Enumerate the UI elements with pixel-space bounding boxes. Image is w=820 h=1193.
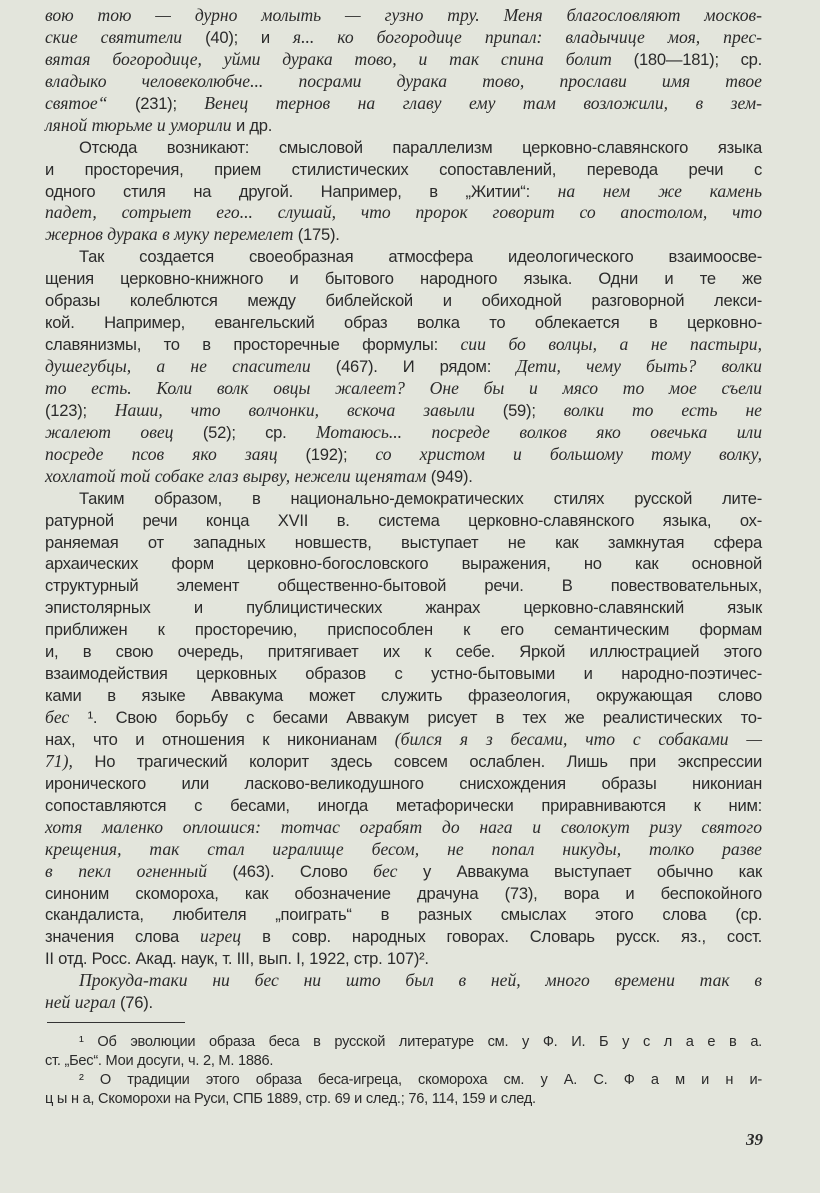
text-run: и др. <box>231 115 273 135</box>
text-line <box>45 400 762 422</box>
text-line <box>45 575 762 597</box>
text-run: структурный элемент общественно-бытовой речи. В повествовательных, <box>45 576 762 596</box>
text-run: значения слова <box>45 927 201 947</box>
text-run: славянизмы, то в просторечные формулы: <box>45 335 461 355</box>
text-run: (180—181); ср. <box>611 49 762 69</box>
italic-quote: вятая богородице, уйми дурака тово, и так спина болит <box>45 48 612 69</box>
text-line <box>45 312 762 334</box>
text-line <box>45 71 762 93</box>
text-run: (175). <box>293 225 340 245</box>
italic-quote: 71), <box>45 750 73 771</box>
text-run: и, в свою очередь, притягивает их к себе. Яркой иллюстрацией этого <box>45 642 762 662</box>
italic-quote: Мотаюсь... посреде волков яко овечька или <box>315 421 762 442</box>
text-run: II отд. Росс. Акад. наук, т. III, вып. I, 1922, стр. 107)². <box>45 949 429 969</box>
italic-quote: душегубцы, а не спасители <box>45 356 311 376</box>
text-line <box>45 488 762 510</box>
text-run: скандалиста, любителя „поиграть“ в разных смыслах этого слова (ср. <box>45 905 762 925</box>
text-line <box>45 356 762 378</box>
text-run: (40); и <box>182 27 293 47</box>
text-run: (192); <box>277 444 376 464</box>
text-run: ц ы н а, Скоморохи на Руси, СПБ 1889, стр. 69 и след.; 76, 114, 159 и след. <box>45 1091 536 1107</box>
text-line <box>45 1052 762 1071</box>
footnote <box>45 1071 762 1109</box>
footnote <box>45 1033 762 1071</box>
text-line <box>45 619 762 641</box>
text-run: щения церковно-книжного и бытового народного языка. Одни и те же <box>45 269 762 289</box>
text-line <box>45 181 762 203</box>
text-run: сопоставляются с бесами, иногда метафорически приравниваются к ним: <box>45 795 762 815</box>
text-line <box>45 861 762 883</box>
paragraph <box>45 970 762 1014</box>
text-run: кой. Например, евангельский образ волка то облекается в церковно- <box>45 313 762 333</box>
text-line <box>45 948 762 970</box>
paragraph <box>45 488 762 971</box>
italic-quote: я... ко богородице припал: владычице моя, прес- <box>292 26 762 47</box>
text-line <box>45 246 762 268</box>
italic-quote: на нем же камень <box>557 180 762 201</box>
text-line <box>45 707 762 729</box>
text-line <box>45 883 762 905</box>
italic-quote: жернов дурака в муку перемелет <box>45 224 294 245</box>
text-line <box>45 115 762 137</box>
italic-quote: посреде псов яко заяц <box>45 443 278 464</box>
text-run: синоним скомороха, как обозначение драчуна (73), вора и беспокойного <box>45 883 762 903</box>
text-run: образы колеблются между библейской и обиходной разговорной лекси- <box>45 291 762 311</box>
italic-quote: волки то есть не <box>563 399 762 420</box>
text-line <box>45 685 762 707</box>
text-line <box>45 27 762 49</box>
text-line <box>45 597 762 619</box>
text-line <box>45 137 762 159</box>
text-run: (231); <box>107 93 205 113</box>
italic-quote: падет, сотрыет его... слушай, что пророк говорит со апостолом, что <box>45 202 762 223</box>
text-line <box>45 334 762 356</box>
text-run: (76). <box>115 993 153 1013</box>
text-run: ¹ Об эволюции образа беса в русской литературе см. у Ф. И. Б у с л а е в а. <box>79 1034 762 1050</box>
text-line <box>45 751 762 773</box>
text-line <box>45 773 762 795</box>
text-line <box>45 510 762 532</box>
text-line <box>45 159 762 181</box>
text-line <box>45 641 762 663</box>
text-line <box>45 839 762 861</box>
text-run: (467). И рядом: <box>310 357 517 376</box>
text-run: ² О традиции этого образа беса-игреца, скомороха см. у А. С. Ф а м и н и- <box>79 1072 762 1088</box>
page-number: 39 <box>746 1130 763 1149</box>
italic-quote: то есть. Коли волк овцы жалеет? Оне бы и мясо то мое съели <box>45 377 762 398</box>
text-run: ками в языке Аввакума может служить фразеология, окружающая слово <box>45 686 762 706</box>
italic-quote: ней играл <box>45 992 116 1013</box>
text-run: эпистолярных и публицистических жанрах церковно-славянский язык <box>45 598 762 618</box>
text-run: (59); <box>474 400 564 420</box>
italic-quote: хотя маленко оплошися: тотчас ограбят до нага и сволокут ризу святого <box>45 816 762 837</box>
text-run: ¹. Свою борьбу с бесами Аввакум рисует в тех же реалистических то- <box>69 708 762 727</box>
text-run: раняемая от западных новшеств, выступает не как замкнутая сфера <box>45 532 762 552</box>
italic-quote: хохлатой той собаке глаз вырву, нежели щенятам <box>45 465 427 486</box>
text-line <box>45 729 762 751</box>
italic-quote: в пекл огненный <box>45 860 208 881</box>
paragraph <box>45 137 762 247</box>
text-run: (949). <box>426 466 473 486</box>
text-run: (123); <box>45 400 115 420</box>
italic-quote: игрец <box>200 926 242 947</box>
text-run: архаических форм церковно-богословского выражения, но как основной <box>45 554 762 574</box>
text-line <box>45 93 762 115</box>
paragraph <box>45 5 762 137</box>
text-line <box>45 444 762 466</box>
text-line <box>45 224 762 246</box>
italic-quote: Наши, что волчонки, вскоча завыли <box>114 399 475 420</box>
italic-quote: крещения, так стал игралище бесом, не попал никуды, толко разве <box>45 838 762 859</box>
text-run: приближен к просторечию, приспособлен к его семантическим формам <box>45 620 762 640</box>
italic-quote: бес <box>373 860 398 881</box>
text-run: ст. „Бес“. Мои досуги, ч. 2, М. 1886. <box>45 1053 274 1069</box>
text-run: (52); ср. <box>173 422 316 442</box>
italic-quote: со христом и большому тому волку, <box>375 443 762 464</box>
text-run: Но трагический колорит здесь совсем ослаблен. Лишь при экспрессии <box>72 751 762 771</box>
text-run: и просторечия, прием стилистических сопоставлений, перевода речи с <box>45 159 762 179</box>
text-run: Таким образом, в национально-демократических стилях русской лите- <box>79 488 762 508</box>
italic-quote: бес <box>45 707 70 727</box>
italic-quote: Венец тернов на главу ему там возложили, в зем- <box>204 92 762 113</box>
text-line <box>45 5 762 27</box>
italic-quote: святое“ <box>45 92 108 113</box>
italic-quote: (бился я з бесами, что с собаками — <box>394 728 762 749</box>
italic-quote: жалеют овец <box>45 421 174 442</box>
italic-quote: Прокуда-таки ни бес ни што был в ней, много времени так в <box>79 970 762 991</box>
text-run: ратурной речи конца XVII в. система церковно-славянского языка, ох- <box>45 510 762 530</box>
text-line <box>45 268 762 290</box>
paragraph <box>45 246 762 487</box>
text-line <box>45 1090 762 1109</box>
text-line <box>45 49 762 71</box>
text-line <box>45 378 762 400</box>
text-run: у Аввакума выступает обычно как <box>397 861 762 881</box>
text-run: одного стиля на другой. Например, в „Житии“: <box>45 181 558 201</box>
text-line <box>45 817 762 839</box>
italic-quote: вою тою — дурно молыть — гузно тру. Меня благословляют москов- <box>45 5 762 25</box>
text-run: иронического или ласково-великодушного снисхождения образы никониан <box>45 773 762 793</box>
footnotes <box>45 1033 762 1109</box>
text-line <box>45 663 762 685</box>
text-run: Так создается своеобразная атмосфера идеологического взаимоосве- <box>79 247 762 267</box>
text-run: взаимодействия церковных образов с устно-бытовыми и народно-поэтичес- <box>45 664 762 684</box>
text-line <box>45 970 762 992</box>
italic-quote: владыко человеколюбче... посрами дурака тово, прослави имя твое <box>45 70 762 91</box>
italic-quote: Дети, чему быть? волки <box>516 356 762 376</box>
text-line <box>45 422 762 444</box>
italic-quote: сии бо волцы, а не пастыри, <box>460 334 762 355</box>
text-line <box>45 553 762 575</box>
text-run: Отсюда возникают: смысловой параллелизм церковно-славянского языка <box>79 137 762 157</box>
text-line <box>45 926 762 948</box>
text-line <box>45 1071 762 1090</box>
text-line <box>45 290 762 312</box>
italic-quote: ские святители <box>45 26 183 47</box>
text-line <box>45 904 762 926</box>
text-line <box>45 466 762 488</box>
text-run: в совр. народных говорах. Словарь русск. яз., сост. <box>241 927 762 947</box>
italic-quote: ляной тюрьме и уморили <box>45 114 232 135</box>
footnote-divider <box>47 1022 185 1023</box>
text-line <box>45 795 762 817</box>
text-line <box>45 992 762 1014</box>
text-line <box>45 532 762 554</box>
text-run: (463). Слово <box>207 861 374 881</box>
body-text <box>45 5 762 1014</box>
text-run: нах, что и отношения к никонианам <box>45 729 395 749</box>
text-line <box>45 1033 762 1052</box>
text-line <box>45 202 762 224</box>
